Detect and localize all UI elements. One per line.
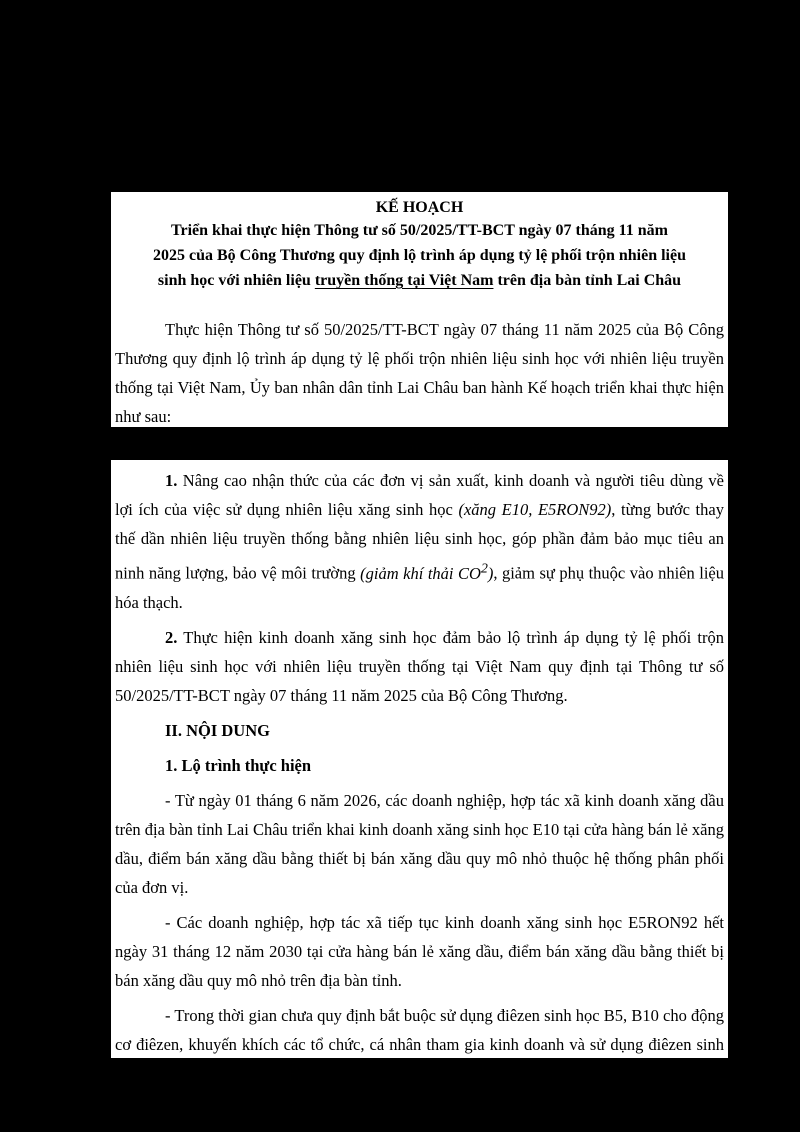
item-1-italic-1: (xăng E10, E5RON92) [458, 500, 612, 519]
item-1-text-a: Nâng cao nhận thức của các đơn vị sản xuất, kinh doanh và người tiêu dùng về lợi ích của việc sử dụng nhiên liệu xăng sinh học [115, 471, 724, 519]
item-1-text-c: , giảm sự phụ thuộc vào nhiên liệu hóa thạch. [115, 563, 724, 612]
section-heading-noi-dung: II. NỘI DUNG [165, 720, 270, 740]
item-1-number: 1. [165, 471, 178, 490]
document-subtitle [115, 218, 724, 293]
subtitle-line-3b: trên địa bàn tỉnh Lai Châu [493, 272, 682, 289]
item-1-italic-2a: (giảm khí thải CO [360, 563, 481, 583]
item-2-text: Thực hiện kinh doanh xăng sinh học đảm bảo lộ trình áp dụng tỷ lệ phối trộn nhiên liệu sinh học với nhiên liệu truyền thống tại Việt Nam quy định tại Thông tư số 50/2025/TT-BCT ngày 07 tháng 11 năm 2025 của Bộ Công Thương. [115, 627, 724, 705]
intro-paragraph: Thực hiện Thông tư số 50/2025/TT-BCT ngày 07 tháng 11 năm 2025 của Bộ Công Thương quy định lộ trình áp dụng tỷ lệ phối trộn nhiên liệu sinh học với nhiên liệu truyền thống tại Việt Nam, Ủy ban nhân dân tỉnh Lai Châu ban hành Kế hoạch triển khai thực hiện như sau: [115, 320, 724, 426]
bullet-paragraph-3: - Trong thời gian chưa quy định bắt buộc sử dụng điêzen sinh học B5, B10 cho động cơ điêzen, khuyến khích các tổ chức, cá nhân tham gia kinh doanh và sử dụng điêzen sinh học B5, B10. [115, 1005, 724, 1083]
item-1-text-b: , từng bước thay thế dần nhiên liệu truyền thống bằng nhiên liệu sinh học, góp phần đảm bảo mục tiêu an ninh năng lượng, bảo vệ môi trường [115, 500, 724, 583]
item-2-number: 2. [165, 627, 178, 647]
item-2-paragraph [115, 623, 724, 710]
document-body-panel [111, 460, 728, 1083]
subtitle-line-1: Triển khai thực hiện Thông tư số 50/2025/TT-BCT ngày 07 tháng 11 năm [171, 222, 668, 239]
document-header-panel [111, 192, 728, 427]
item-1-paragraph [115, 466, 724, 617]
subsection-heading-lo-trinh: 1. Lộ trình thực hiện [165, 755, 312, 775]
co2-superscript: 2 [480, 560, 488, 575]
subtitle-underlined: truyền thống tại Việt Nam [314, 272, 494, 289]
item-1-italic-2 [360, 560, 494, 583]
subtitle-line-2: 2025 của Bộ Công Thương quy định lộ trình áp dụng tỷ lệ phối trộn nhiên liệu [153, 247, 686, 264]
bullet-paragraph-2: - Các doanh nghiệp, hợp tác xã tiếp tục kinh doanh xăng sinh học E5RON92 hết ngày 31 tháng 12 năm 2030 tại cửa hàng bán lẻ xăng dầu, điểm bán xăng dầu bằng thiết bị bán xăng dầu quy mô nhỏ trên địa bàn tỉnh. [115, 912, 724, 990]
item-1-italic-2b: ) [487, 563, 494, 583]
bullet-paragraph-1: - Từ ngày 01 tháng 6 năm 2026, các doanh nghiệp, hợp tác xã kinh doanh xăng dầu trên địa bàn tỉnh Lai Châu triển khai kinh doanh xăng sinh học E10 tại cửa hàng bán lẻ xăng dầu, điểm bán xăng dầu bằng thiết bị bán xăng dầu quy mô nhỏ thuộc hệ thống phân phối của đơn vị. [115, 790, 724, 897]
subtitle-line-3a: sinh học với nhiên liệu [157, 272, 315, 289]
document-title: KẾ HOẠCH [375, 199, 464, 216]
